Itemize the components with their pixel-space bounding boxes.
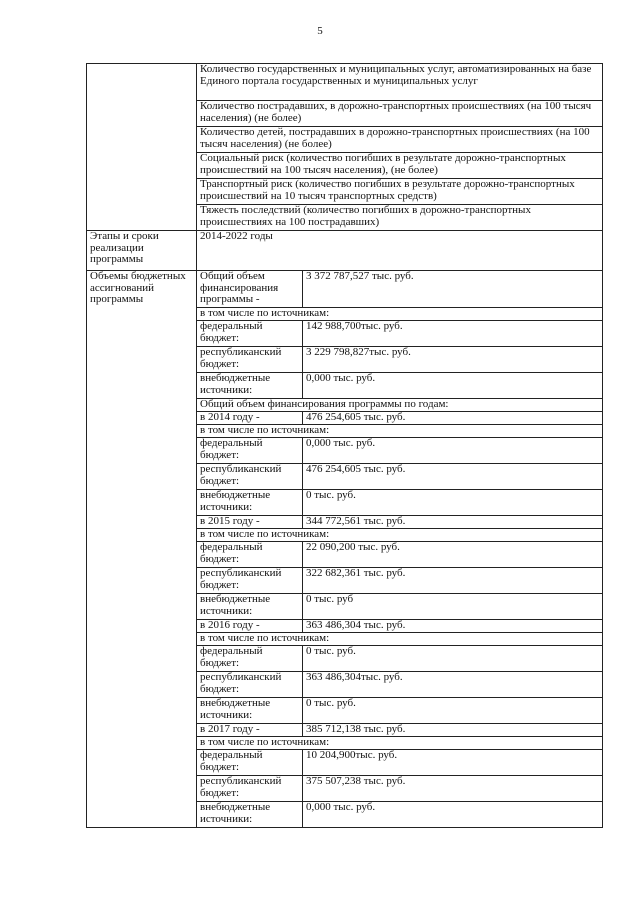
year-extra-label: внебюджетные источники: — [197, 490, 303, 516]
year-extra-label: внебюджетные источники: — [197, 594, 303, 620]
year-federal-value: 0,000 тыс. руб. — [303, 438, 603, 464]
budget-by-year-heading: Общий объем финансирования программы по годам: — [197, 399, 603, 412]
budget-republic-label: республиканский бюджет: — [197, 347, 303, 373]
year-total: 476 254,605 тыс. руб. — [303, 412, 603, 425]
year-federal-value: 22 090,200 тыс. руб. — [303, 542, 603, 568]
budget-total-label: Общий объем финансирования программы - — [197, 271, 303, 308]
year-republic-label: республиканский бюджет: — [197, 672, 303, 698]
year-sources-heading: в том числе по источникам: — [197, 633, 603, 646]
page-number: 5 — [317, 25, 323, 37]
year-extra-label: внебюджетные источники: — [197, 802, 303, 828]
year-label: в 2016 году - — [197, 620, 303, 633]
indicator-item: Количество государственных и муниципальных услуг, автоматизированных на базе Единого портала государственных и муниципальных услуг — [197, 64, 603, 101]
indicator-item: Количество детей, пострадавших в дорожно-транспортных происшествиях (на 100 тысяч населения) (не более) — [197, 127, 603, 153]
year-federal-value: 10 204,900тыс. руб. — [303, 750, 603, 776]
budget-extra-value: 0,000 тыс. руб. — [303, 373, 603, 399]
year-federal-label: федеральный бюджет: — [197, 646, 303, 672]
year-extra-value: 0 тыс. руб — [303, 594, 603, 620]
year-label: в 2014 году - — [197, 412, 303, 425]
year-republic-label: республиканский бюджет: — [197, 464, 303, 490]
year-federal-value: 0 тыс. руб. — [303, 646, 603, 672]
budget-sources-heading: в том числе по источникам: — [197, 308, 603, 321]
budget-total-value: 3 372 787,527 тыс. руб. — [303, 271, 603, 308]
indicators-label-cell — [87, 64, 197, 231]
year-republic-label: республиканский бюджет: — [197, 568, 303, 594]
year-label: в 2015 году - — [197, 516, 303, 529]
year-total: 363 486,304 тыс. руб. — [303, 620, 603, 633]
budget-federal-label: федеральный бюджет: — [197, 321, 303, 347]
budget-republic-value: 3 229 798,827тыс. руб. — [303, 347, 603, 373]
stages-label: Этапы и сроки реализации программы — [87, 231, 197, 271]
passport-table — [86, 63, 603, 828]
year-federal-label: федеральный бюджет: — [197, 438, 303, 464]
indicator-item: Социальный риск (количество погибших в результате дорожно-транспортных происшествий на 100 тысяч населения), (не более) — [197, 153, 603, 179]
year-republic-value: 375 507,238 тыс. руб. — [303, 776, 603, 802]
indicator-item: Количество пострадавших, в дорожно-транспортных происшествиях (на 100 тысяч населения) (не более) — [197, 101, 603, 127]
year-total: 344 772,561 тыс. руб. — [303, 516, 603, 529]
year-total: 385 712,138 тыс. руб. — [303, 724, 603, 737]
year-sources-heading: в том числе по источникам: — [197, 737, 603, 750]
budget-federal-value: 142 988,700тыс. руб. — [303, 321, 603, 347]
year-extra-label: внебюджетные источники: — [197, 698, 303, 724]
budget-label: Объемы бюджетных ассигнований программы — [87, 271, 197, 828]
year-republic-value: 476 254,605 тыс. руб. — [303, 464, 603, 490]
year-extra-value: 0 тыс. руб. — [303, 490, 603, 516]
year-federal-label: федеральный бюджет: — [197, 542, 303, 568]
year-federal-label: федеральный бюджет: — [197, 750, 303, 776]
stages-value: 2014-2022 годы — [197, 231, 603, 271]
year-sources-heading: в том числе по источникам: — [197, 529, 603, 542]
indicator-item: Транспортный риск (количество погибших в результате дорожно-транспортных происшествий на 10 тысяч транспортных средств) — [197, 179, 603, 205]
year-republic-value: 363 486,304тыс. руб. — [303, 672, 603, 698]
year-republic-value: 322 682,361 тыс. руб. — [303, 568, 603, 594]
year-republic-label: республиканский бюджет: — [197, 776, 303, 802]
year-label: в 2017 году - — [197, 724, 303, 737]
year-extra-value: 0,000 тыс. руб. — [303, 802, 603, 828]
year-sources-heading: в том числе по источникам: — [197, 425, 603, 438]
budget-extra-label: внебюджетные источники: — [197, 373, 303, 399]
indicator-item: Тяжесть последствий (количество погибших в дорожно-транспортных происшествиях на 100 пострадавших) — [197, 205, 603, 231]
year-extra-value: 0 тыс. руб. — [303, 698, 603, 724]
